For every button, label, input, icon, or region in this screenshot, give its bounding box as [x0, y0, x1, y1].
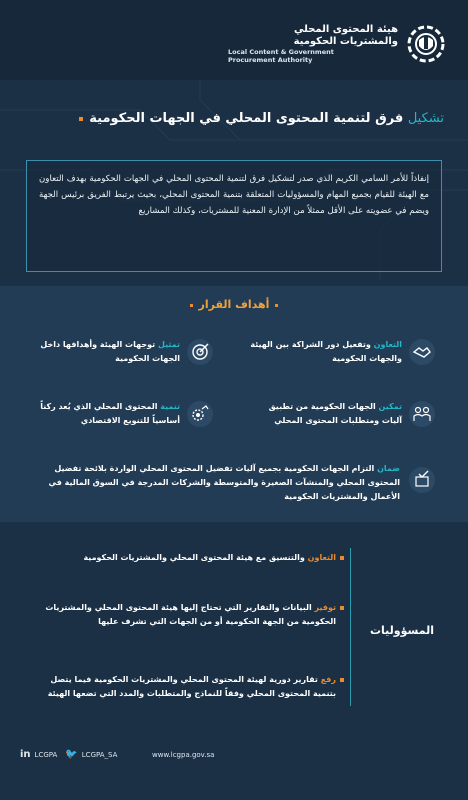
gear-growth-icon: [186, 400, 214, 428]
resp-bullet-1-icon: [340, 556, 344, 560]
checklist-icon: [408, 466, 436, 494]
org-name-en-2: Procurement Authority: [228, 56, 313, 64]
goals-dot-left-icon: [190, 304, 193, 307]
org-name-ar-1: هيئة المحتوى المحلي: [293, 24, 398, 35]
handshake-icon: [408, 338, 436, 366]
twitter-icon[interactable]: 🐦: [65, 749, 78, 760]
website-link[interactable]: www.lcgpa.gov.sa: [152, 751, 215, 759]
people-icon: [408, 400, 436, 428]
goal-2-accent: تمثيل: [157, 340, 180, 349]
responsibility-item-1: [36, 551, 336, 565]
resp-bullet-2-icon: [340, 606, 344, 610]
goal-4-text: المحتوى المحلي الذي يُعد ركناً أساسياً للتنويع الاقتصادي: [40, 402, 180, 425]
title-rest: فرق لتنمية المحتوى المحلي في الجهات الحكومية: [89, 111, 408, 126]
target-icon: [186, 338, 214, 366]
resp-2-text: البيانات والتقارير التي تحتاج إليها هيئة المحتوى المحلي والمشتريات الحكومية من الجهة الحكومية أو من الجهات التي تشرف عليها: [45, 603, 336, 626]
resp-1-accent: التعاون: [307, 553, 336, 562]
goal-5-text: التزام الجهات الحكومية بجميع آليات تفضيل المحتوى المحلي الواردة بلائحة تفضيل المحتوى المحلي والمنشآت الصغيرة والمتوسطة والشركات المدرجة في السوق المالية في الأعمال والمشتريات الحكومية: [48, 464, 400, 501]
goal-2-text: توجهات الهيئة وأهدافها داخل الجهات الحكومية: [40, 340, 180, 363]
goals-title: [0, 298, 468, 311]
responsibility-item-2: [36, 601, 336, 629]
responsibility-item-3: [36, 673, 336, 701]
intro-text: إنفاذاً للأمر السامي الكريم الذي صدر لتشكيل فرق لتنمية المحتوى المحلي في الجهات الحكومية بهدف التعاون مع الهيئة للقيام بجميع المهام والمسؤوليات المتعلقة بتنمية المحتوى المحلي، بحيث يرتبط الفريق برئيس الجهة ويضم في عضويته على الأقل ممثلاً من الإدارة المعنية للمشتريات، وكذلك المشاريع: [39, 174, 429, 216]
goal-3-text: الجهات الحكومية من تطبيق آليات ومتطلبات المحتوى المحلي: [268, 402, 402, 425]
authority-name: [228, 24, 398, 64]
goals-dot-right-icon: [275, 304, 278, 307]
page-title: [24, 110, 444, 128]
title-accent: تشكيل: [407, 111, 444, 126]
linkedin-handle[interactable]: LCGPA: [34, 750, 58, 759]
resp-3-text: تقارير دورية لهيئة المحتوى المحلي والمشتريات الحكومية فيما يتصل بتنمية المحتوى المحلي وفقاً للنماذج والمتطلبات والمدد التي تضعها الهيئة: [47, 675, 336, 698]
goal-1-accent: التعاون: [373, 340, 402, 349]
goal-item-2: [26, 338, 180, 366]
org-name-en-1: Local Content & Government: [228, 48, 334, 56]
responsibilities-label: المسؤوليات: [369, 624, 434, 637]
goal-item-3: [246, 400, 402, 428]
goal-5-accent: ضمان: [377, 464, 400, 473]
goals-title-text: أهداف القرار: [198, 298, 270, 311]
resp-3-accent: رفع: [320, 675, 336, 684]
resp-1-text: والتنسيق مع هيئة المحتوى المحلي والمشتريات الحكومية: [83, 553, 308, 562]
goal-item-5: [26, 462, 400, 504]
social-links: [20, 749, 117, 760]
authority-emblem-icon: [406, 24, 446, 64]
resp-bullet-3-icon: [340, 678, 344, 682]
authority-logo: [156, 22, 446, 66]
goal-1-text: وتفعيل دور الشراكة بين الهيئة والجهات الحكومية: [250, 340, 402, 363]
footer: [0, 742, 468, 772]
intro-box: [26, 160, 442, 272]
resp-2-accent: توفير: [314, 603, 336, 612]
goal-3-accent: تمكين: [378, 402, 402, 411]
goal-item-4: [26, 400, 180, 428]
org-name-ar-2: والمشتريات الحكومية: [293, 36, 398, 47]
goal-4-accent: تنمية: [160, 402, 180, 411]
linkedin-icon[interactable]: in: [20, 749, 31, 760]
goal-item-1: [246, 338, 402, 366]
twitter-handle[interactable]: LCGPA_SA: [81, 750, 118, 759]
title-dot-icon: [79, 117, 83, 121]
responsibilities-divider: [350, 548, 351, 706]
